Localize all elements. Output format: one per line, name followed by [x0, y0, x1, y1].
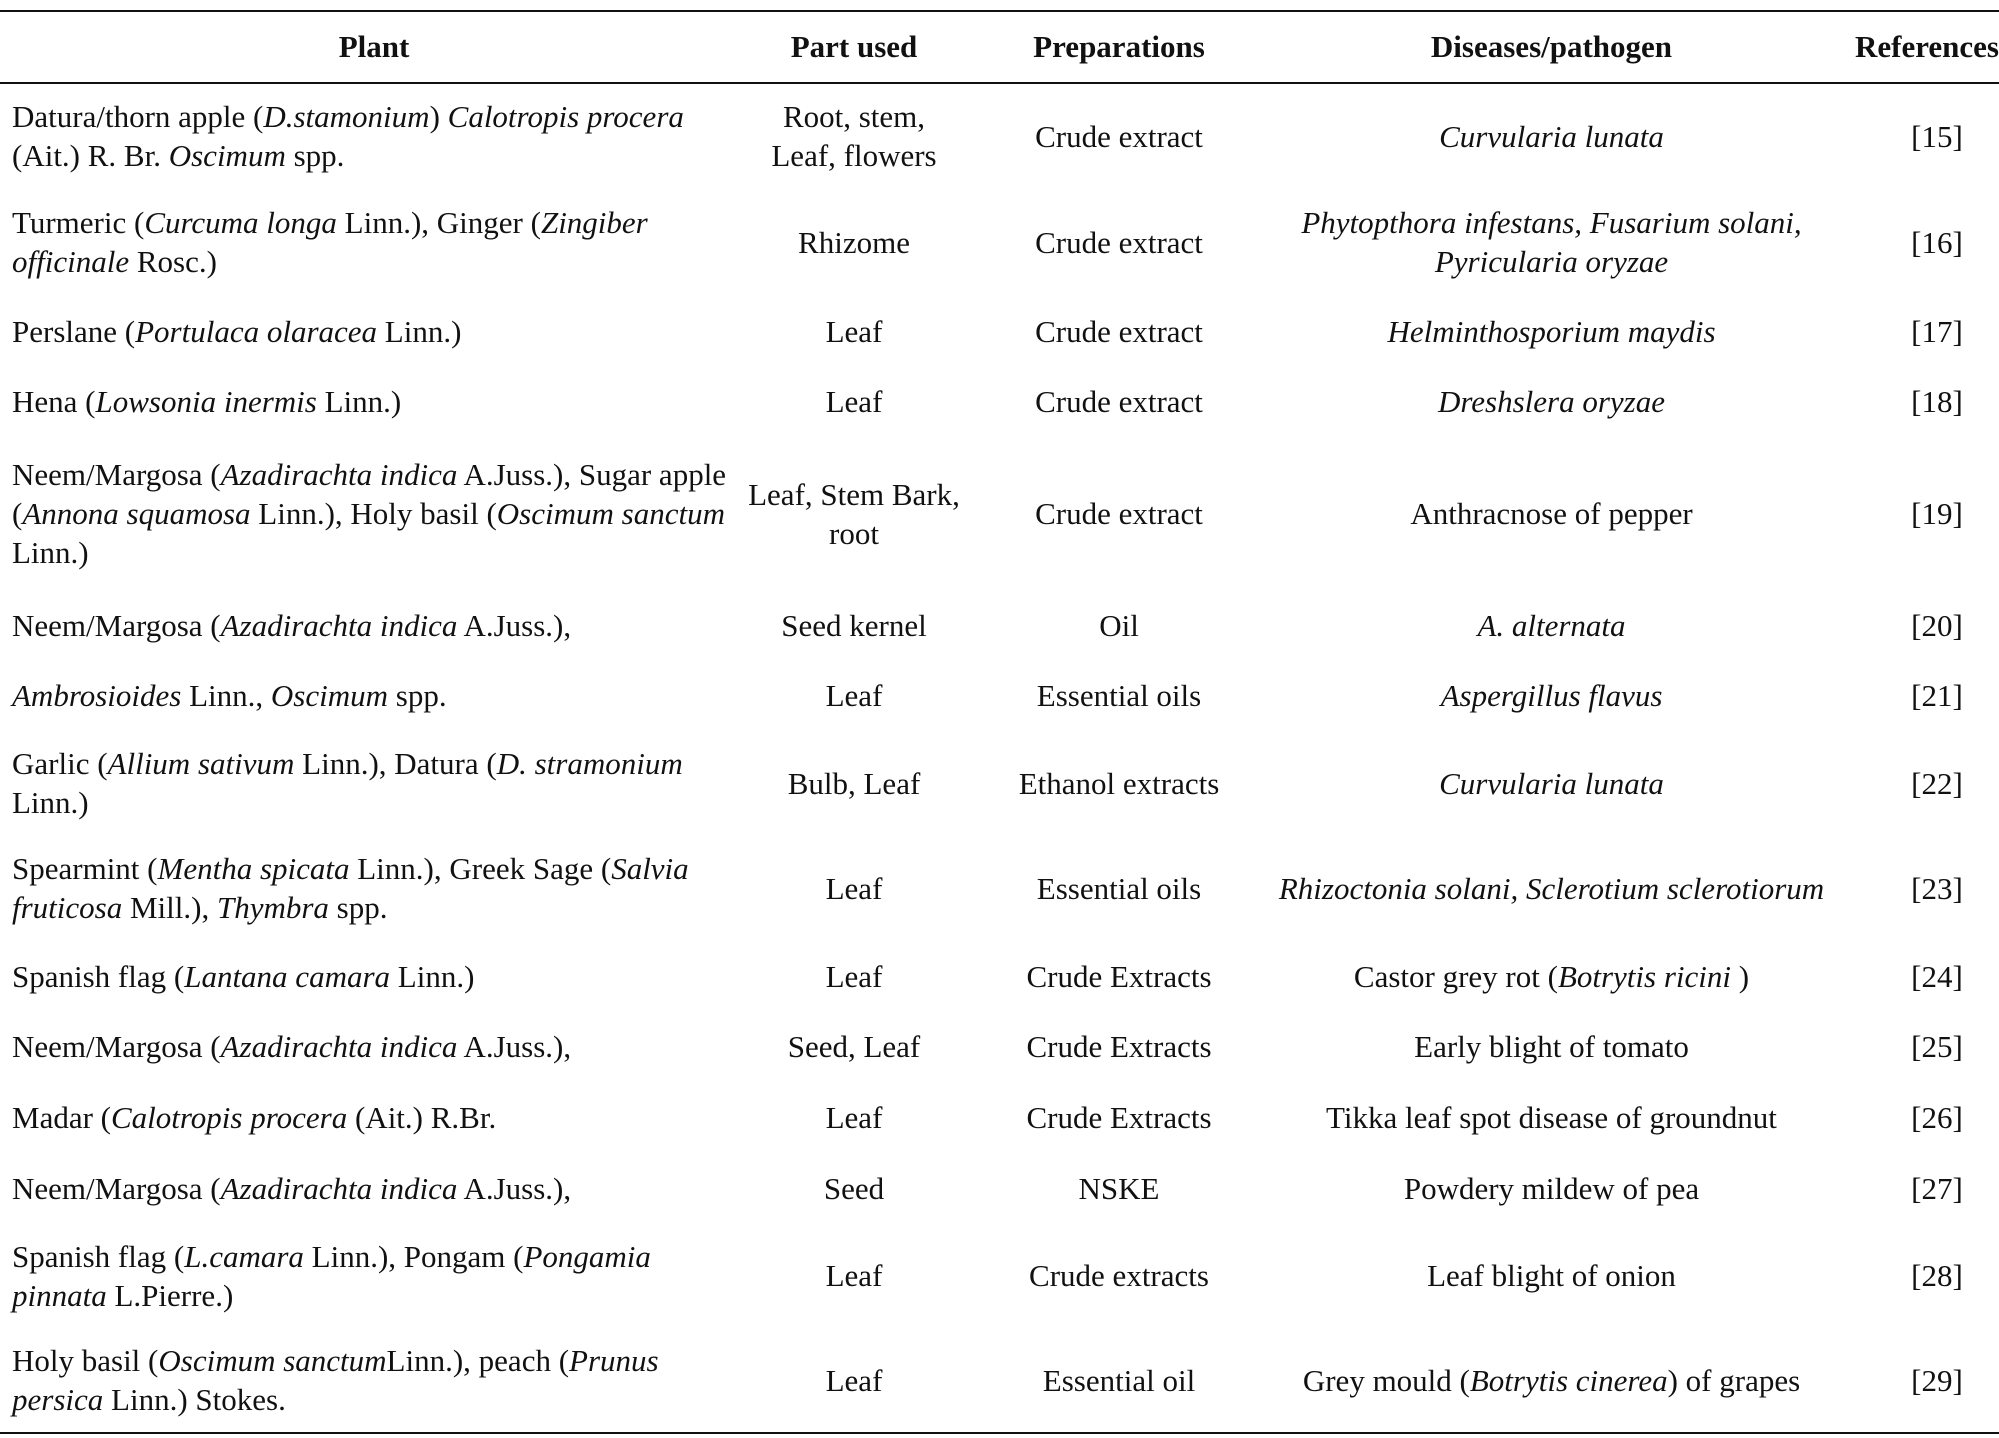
italic-text-segment: D. stramonium	[496, 746, 683, 781]
table-row	[0, 1081, 1999, 1153]
cell-plant	[0, 591, 748, 659]
italic-text-segment: Annona squamosa	[22, 496, 251, 531]
cell-part-used: Leaf	[825, 313, 883, 349]
cell-reference: [29]	[1825, 1328, 1999, 1433]
cell-preparations: Essential oil	[960, 1328, 1278, 1433]
text-segment: Linn.)	[12, 535, 89, 570]
text-segment: Linn.)	[316, 383, 402, 419]
text-segment: Linn.)	[390, 958, 475, 994]
text-segment: A.Juss.), Sugar apple (	[12, 457, 727, 531]
cell-plant	[0, 1153, 748, 1223]
table-row	[0, 83, 1999, 188]
table-row	[0, 188, 1999, 296]
cell-disease	[1278, 366, 1825, 436]
italic-text-segment: Oscimum sanctum	[496, 496, 725, 531]
text-segment: Spearmint (	[12, 851, 158, 886]
text-segment: Leaf blight of onion	[1427, 1258, 1676, 1293]
italic-text-segment: Lowsonia inermis	[95, 383, 317, 419]
cell-preparations: Crude extracts	[1029, 1258, 1209, 1293]
cell-plant	[0, 366, 748, 436]
italic-text-segment: Salvia fruticosa	[12, 851, 689, 925]
cell-preparations: Crude extract	[1035, 496, 1203, 531]
italic-text-segment: Mentha spicata	[157, 851, 350, 886]
text-segment: A.Juss.),	[457, 607, 572, 643]
cell-reference: [27]	[1911, 1170, 1963, 1206]
text-segment: Early blight of tomato	[1414, 1028, 1689, 1064]
text-segment: Castor grey rot (	[1353, 958, 1558, 994]
text-segment: Garlic (	[12, 746, 108, 781]
cell-preparations: Essential oils	[1036, 677, 1202, 713]
cell-part-used: Bulb, Leaf	[787, 765, 921, 801]
text-segment: Perslane (	[12, 313, 136, 349]
cell-reference: [26]	[1911, 1099, 1963, 1135]
cell-preparations: Crude Extracts	[1026, 1099, 1212, 1135]
text-segment: Madar (	[12, 1099, 111, 1135]
cell-plant	[0, 1223, 748, 1328]
table-row	[0, 1153, 1999, 1223]
text-segment: spp.	[328, 890, 388, 925]
cell-part-used: Leaf	[825, 1099, 883, 1135]
cell-reference: [28]	[1911, 1258, 1963, 1293]
text-segment: spp.	[285, 138, 345, 173]
cell-reference: [22]	[1911, 765, 1963, 801]
cell-reference: [19]	[1911, 496, 1963, 531]
cell-disease	[1278, 1153, 1825, 1223]
italic-text-segment: L.camara	[184, 1238, 304, 1274]
cell-disease	[1278, 1011, 1825, 1081]
header-row	[0, 11, 1999, 83]
cell-part-used: Leaf	[748, 1328, 960, 1433]
table-header	[0, 11, 1999, 83]
cell-reference: [15]	[1911, 118, 1963, 154]
cell-preparations: Crude Extracts	[1026, 958, 1212, 994]
cell-reference: [20]	[1911, 607, 1963, 643]
italic-text-segment: Botrytis ricini	[1557, 958, 1732, 994]
italic-text-segment: Portulaca olaracea	[135, 313, 378, 349]
text-segment: Rosc.)	[129, 244, 217, 279]
italic-text-segment: Phytopthora infestans, Fusarium solani, Pyricularia oryzae	[1301, 205, 1802, 279]
cell-plant	[0, 1011, 748, 1081]
table-row	[0, 731, 1999, 835]
table-row	[0, 591, 1999, 659]
cell-plant	[0, 83, 748, 188]
cell-part-used: Seed kernel	[781, 607, 927, 643]
text-segment: )	[1731, 958, 1750, 994]
cell-disease	[1278, 188, 1825, 296]
cell-plant	[0, 1328, 748, 1433]
cell-part-used: Root, stem, Leaf, flowers	[771, 99, 937, 173]
text-segment: Linn.)	[377, 313, 462, 349]
text-segment: Linn.), Holy basil (	[250, 496, 497, 531]
italic-text-segment: Prunus persica	[12, 1343, 659, 1417]
cell-reference: [18]	[1911, 383, 1963, 419]
text-segment: Linn.), Datura (	[294, 746, 497, 781]
cell-preparations: Ethanol extracts	[1018, 765, 1220, 801]
table-body	[0, 83, 1999, 1433]
italic-text-segment: Oscimum	[270, 677, 389, 713]
text-segment: )	[429, 99, 448, 134]
text-segment: Linn.)	[12, 785, 89, 820]
text-segment: Neem/Margosa (	[12, 607, 221, 643]
italic-text-segment: Lantana camara	[184, 958, 391, 994]
italic-text-segment: D.stamonium	[263, 99, 430, 134]
italic-text-segment: Azadirachta indica	[220, 457, 458, 492]
text-segment: Linn.) Stokes.	[103, 1382, 286, 1417]
cell-preparations: NSKE	[1078, 1170, 1160, 1206]
cell-disease	[1278, 83, 1825, 188]
cell-disease	[1278, 731, 1825, 835]
table-row	[0, 366, 1999, 436]
header-diseases: Diseases/pathogen	[1278, 11, 1825, 83]
cell-part-used: Leaf, Stem Bark, root	[748, 476, 960, 551]
cell-preparations: Crude Extracts	[1026, 1028, 1212, 1064]
italic-text-segment: Helminthosporium maydis	[1387, 313, 1716, 349]
cell-part-used: Leaf	[825, 958, 883, 994]
cell-plant	[0, 1081, 748, 1153]
italic-text-segment: A. alternata	[1477, 607, 1626, 643]
cell-disease	[1278, 296, 1825, 366]
cell-preparations: Essential oils	[1036, 870, 1202, 906]
header-preparations: Preparations	[960, 11, 1278, 83]
cell-preparations: Oil	[1099, 607, 1139, 643]
cell-part-used: Leaf	[825, 383, 883, 419]
cell-disease	[1278, 1328, 1825, 1433]
italic-text-segment: Calotropis procera	[447, 99, 684, 134]
cell-reference: [24]	[1911, 958, 1963, 994]
cell-plant	[0, 731, 748, 835]
cell-reference: [23]	[1911, 870, 1963, 906]
table-row	[0, 1328, 1999, 1433]
table-row	[0, 659, 1999, 731]
text-segment: Linn.), Pongam (	[303, 1238, 524, 1274]
italic-text-segment: Azadirachta indica	[220, 607, 458, 643]
cell-disease	[1278, 1081, 1825, 1153]
text-segment: (Ait.) R.Br.	[347, 1099, 497, 1135]
text-segment: Tikka leaf spot disease of groundnut	[1326, 1099, 1777, 1135]
table-row	[0, 1011, 1999, 1081]
table-row	[0, 941, 1999, 1011]
cell-disease	[1278, 436, 1825, 591]
cell-part-used: Seed	[823, 1170, 885, 1206]
cell-preparations: Crude extract	[1035, 383, 1203, 419]
cell-plant	[0, 659, 748, 731]
text-segment: A.Juss.),	[457, 1028, 572, 1064]
text-segment: Grey mould (	[1302, 1362, 1470, 1398]
plant-extracts-table-container	[0, 10, 1999, 1434]
italic-text-segment: Curcuma longa	[144, 205, 337, 240]
italic-text-segment: Curvularia lunata	[1439, 765, 1664, 801]
italic-text-segment: Oscimum sanctum	[158, 1343, 387, 1378]
cell-disease	[1278, 591, 1825, 659]
cell-disease	[1278, 1223, 1825, 1328]
cell-reference: [17]	[1911, 313, 1963, 349]
text-segment: (Ait.) R. Br.	[12, 138, 169, 173]
table-row	[0, 296, 1999, 366]
text-segment: Spanish flag (	[12, 1238, 185, 1274]
plant-extracts-table	[0, 10, 1999, 1434]
cell-reference: [21]	[1911, 677, 1963, 713]
text-segment: Powdery mildew of pea	[1403, 1170, 1700, 1206]
text-segment: Turmeric (	[12, 205, 145, 240]
cell-part-used: Leaf	[825, 1258, 883, 1293]
header-references: References	[1825, 11, 1999, 83]
italic-text-segment: Ambrosioides	[12, 677, 182, 713]
text-segment: Linn.), Ginger (	[336, 205, 541, 240]
cell-disease	[1278, 941, 1825, 1011]
italic-text-segment: Oscimum	[168, 138, 286, 173]
text-segment: Datura/thorn apple (	[12, 99, 264, 134]
italic-text-segment: Azadirachta indica	[220, 1170, 458, 1206]
cell-part-used: Rhizome	[798, 224, 910, 260]
text-segment: Linn.,	[181, 677, 271, 713]
table-row	[0, 436, 1999, 591]
text-segment: Spanish flag (	[12, 958, 185, 994]
cell-plant	[0, 436, 748, 591]
cell-disease	[1278, 835, 1825, 941]
text-segment: Neem/Margosa (	[12, 1170, 221, 1206]
text-segment: Linn.), peach (	[386, 1343, 570, 1378]
text-segment: Hena (	[12, 383, 96, 419]
text-segment: ) of grapes	[1667, 1362, 1801, 1398]
table-row	[0, 835, 1999, 941]
text-segment: Neem/Margosa (	[12, 1028, 221, 1064]
italic-text-segment: Curvularia lunata	[1439, 118, 1664, 154]
italic-text-segment: Zingiber officinale	[12, 205, 648, 279]
text-segment: L.Pierre.)	[106, 1277, 234, 1313]
cell-plant	[0, 296, 748, 366]
italic-text-segment: Pongamia pinnata	[12, 1238, 651, 1313]
italic-text-segment: Botrytis cinerea	[1469, 1362, 1668, 1398]
italic-text-segment: Thymbra	[216, 890, 329, 925]
italic-text-segment: Allium sativum	[107, 746, 295, 781]
header-plant: Plant	[0, 11, 748, 83]
cell-part-used: Leaf	[825, 677, 883, 713]
text-segment: spp.	[388, 677, 447, 713]
italic-text-segment: Dreshslera oryzae	[1437, 383, 1666, 419]
cell-part-used: Leaf	[825, 870, 883, 906]
text-segment: Neem/Margosa (	[12, 457, 221, 492]
cell-preparations: Crude extract	[1035, 118, 1203, 154]
cell-part-used: Seed, Leaf	[787, 1028, 921, 1064]
italic-text-segment: Aspergillus flavus	[1440, 677, 1663, 713]
cell-reference: [25]	[1911, 1028, 1963, 1064]
cell-plant	[0, 941, 748, 1011]
header-part-used: Part used	[748, 11, 960, 83]
italic-text-segment: Rhizoctonia solani, Sclerotium sclerotiorum	[1278, 870, 1825, 906]
cell-preparations: Crude extract	[1035, 313, 1203, 349]
cell-plant	[0, 188, 748, 296]
cell-preparations: Crude extract	[1035, 224, 1203, 260]
cell-plant	[0, 835, 748, 941]
text-segment: Linn.), Greek Sage (	[349, 851, 612, 886]
italic-text-segment: Calotropis procera	[110, 1099, 348, 1135]
text-segment: Anthracnose of pepper	[1410, 496, 1693, 531]
text-segment: Holy basil (	[12, 1343, 159, 1378]
table-row	[0, 1223, 1999, 1328]
italic-text-segment: Azadirachta indica	[220, 1028, 458, 1064]
text-segment: A.Juss.),	[457, 1170, 572, 1206]
text-segment: Mill.),	[122, 890, 217, 925]
cell-disease	[1278, 659, 1825, 731]
cell-reference: [16]	[1911, 224, 1963, 260]
